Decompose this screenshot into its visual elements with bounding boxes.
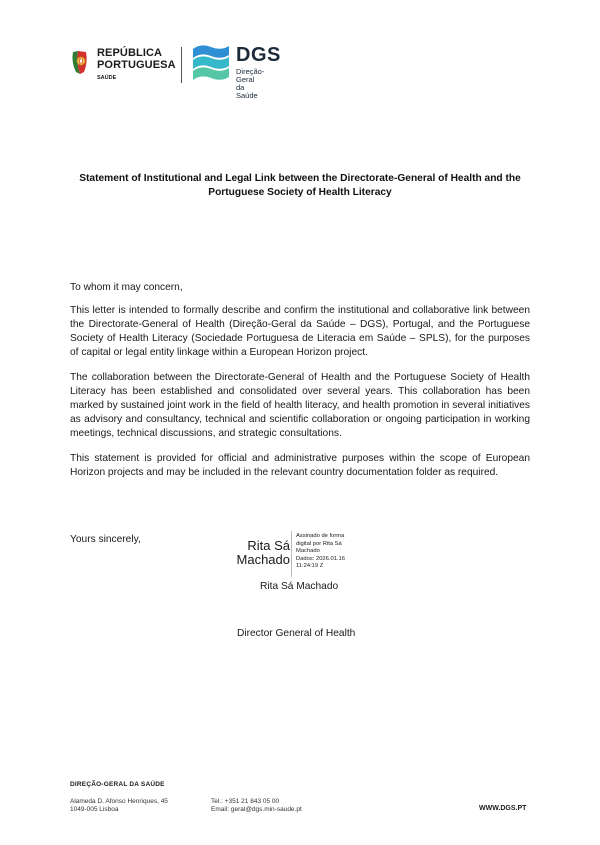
republica-portuguesa-logo: [70, 44, 180, 84]
letter-body: [70, 281, 530, 491]
footer-email: Email: geral@dgs.min-saude.pt: [211, 806, 302, 813]
footer-address-line-1: Alameda D. Afonso Henriques, 45: [70, 798, 168, 805]
portugal-emblem-icon: [70, 48, 92, 76]
paragraph-scope: This statement is provided for official and administrative purposes within the scope of European Horizon projects and may be included in the relevant country documentation folder as required.: [70, 453, 530, 478]
signature-name-line-2: Machado: [236, 552, 290, 567]
signature-detail-line: 11:24:19 Z: [296, 563, 324, 569]
greeting: To whom it may concern,: [70, 282, 183, 293]
signature-separator: [291, 531, 292, 577]
republica-line-2: PORTUGUESA: [97, 59, 176, 71]
signer-name: Rita Sá Machado: [260, 581, 339, 592]
footer-website: WWW.DGS.PT: [479, 805, 527, 812]
footer-organization: DIREÇÃO-GERAL DA SAÚDE: [70, 781, 165, 788]
republica-wordmark: [97, 47, 176, 71]
digital-signature-name: [238, 539, 290, 567]
signature-name-line-1: Rita Sá: [247, 538, 290, 553]
dgs-logo-icon: [191, 43, 231, 85]
signature-detail-line: digital por Rita Sá: [296, 540, 342, 547]
footer-phone: Tel.: +351 21 843 05 00: [211, 798, 280, 805]
dgs-sub-line-2: da Saúde: [236, 83, 258, 100]
signature-detail-line: Assinado de forma: [296, 533, 345, 539]
dgs-wordmark: DGS: [236, 44, 281, 66]
signer-role: Director General of Health: [237, 628, 356, 639]
republica-ministry: SAÚDE: [97, 75, 117, 81]
dgs-sub-line-1: Direção-Geral: [236, 67, 265, 84]
signature-detail-line: Machado: [296, 548, 320, 554]
document-title: Statement of Institutional and Legal Link between the Directorate-General of Health and the Portuguese Society of Health Literacy: [79, 173, 521, 198]
republica-line-1: REPÚBLICA: [97, 47, 163, 59]
paragraph-purpose: This letter is intended to formally describe and confirm the institutional and collaborative link between the Directorate-General of Health (Direção-Geral da Saúde – DGS), Portugal, and the Portuguese Society of Health Literacy (Sociedade Portuguesa de Literacia em Saúde – SPLS), for the purposes of capital or legal entity linkage within a European Horizon project.: [70, 305, 530, 358]
footer-contact: [211, 798, 302, 814]
footer-address: [70, 798, 168, 814]
footer-address-line-2: 1049-005 Lisboa: [70, 806, 119, 813]
digital-signature-details: [296, 533, 366, 571]
closing: Yours sincerely,: [70, 534, 141, 545]
logo-divider: [181, 47, 182, 83]
paragraph-collaboration: The collaboration between the Directorate-General of Health and the Portuguese Society of Health Literacy has been established and consolidated over several years. This collaboration has been marked by sustained joint work in the field of health literacy, and health promotion in several initiatives as advisory and consultancy, technical and scientific collaboration or ongoing participation in working meetings, technical discussions, and strategic consultations.: [70, 372, 530, 439]
signature-detail-line: Dados: 2026.01.16: [296, 555, 345, 562]
dgs-full-name: [236, 68, 264, 100]
